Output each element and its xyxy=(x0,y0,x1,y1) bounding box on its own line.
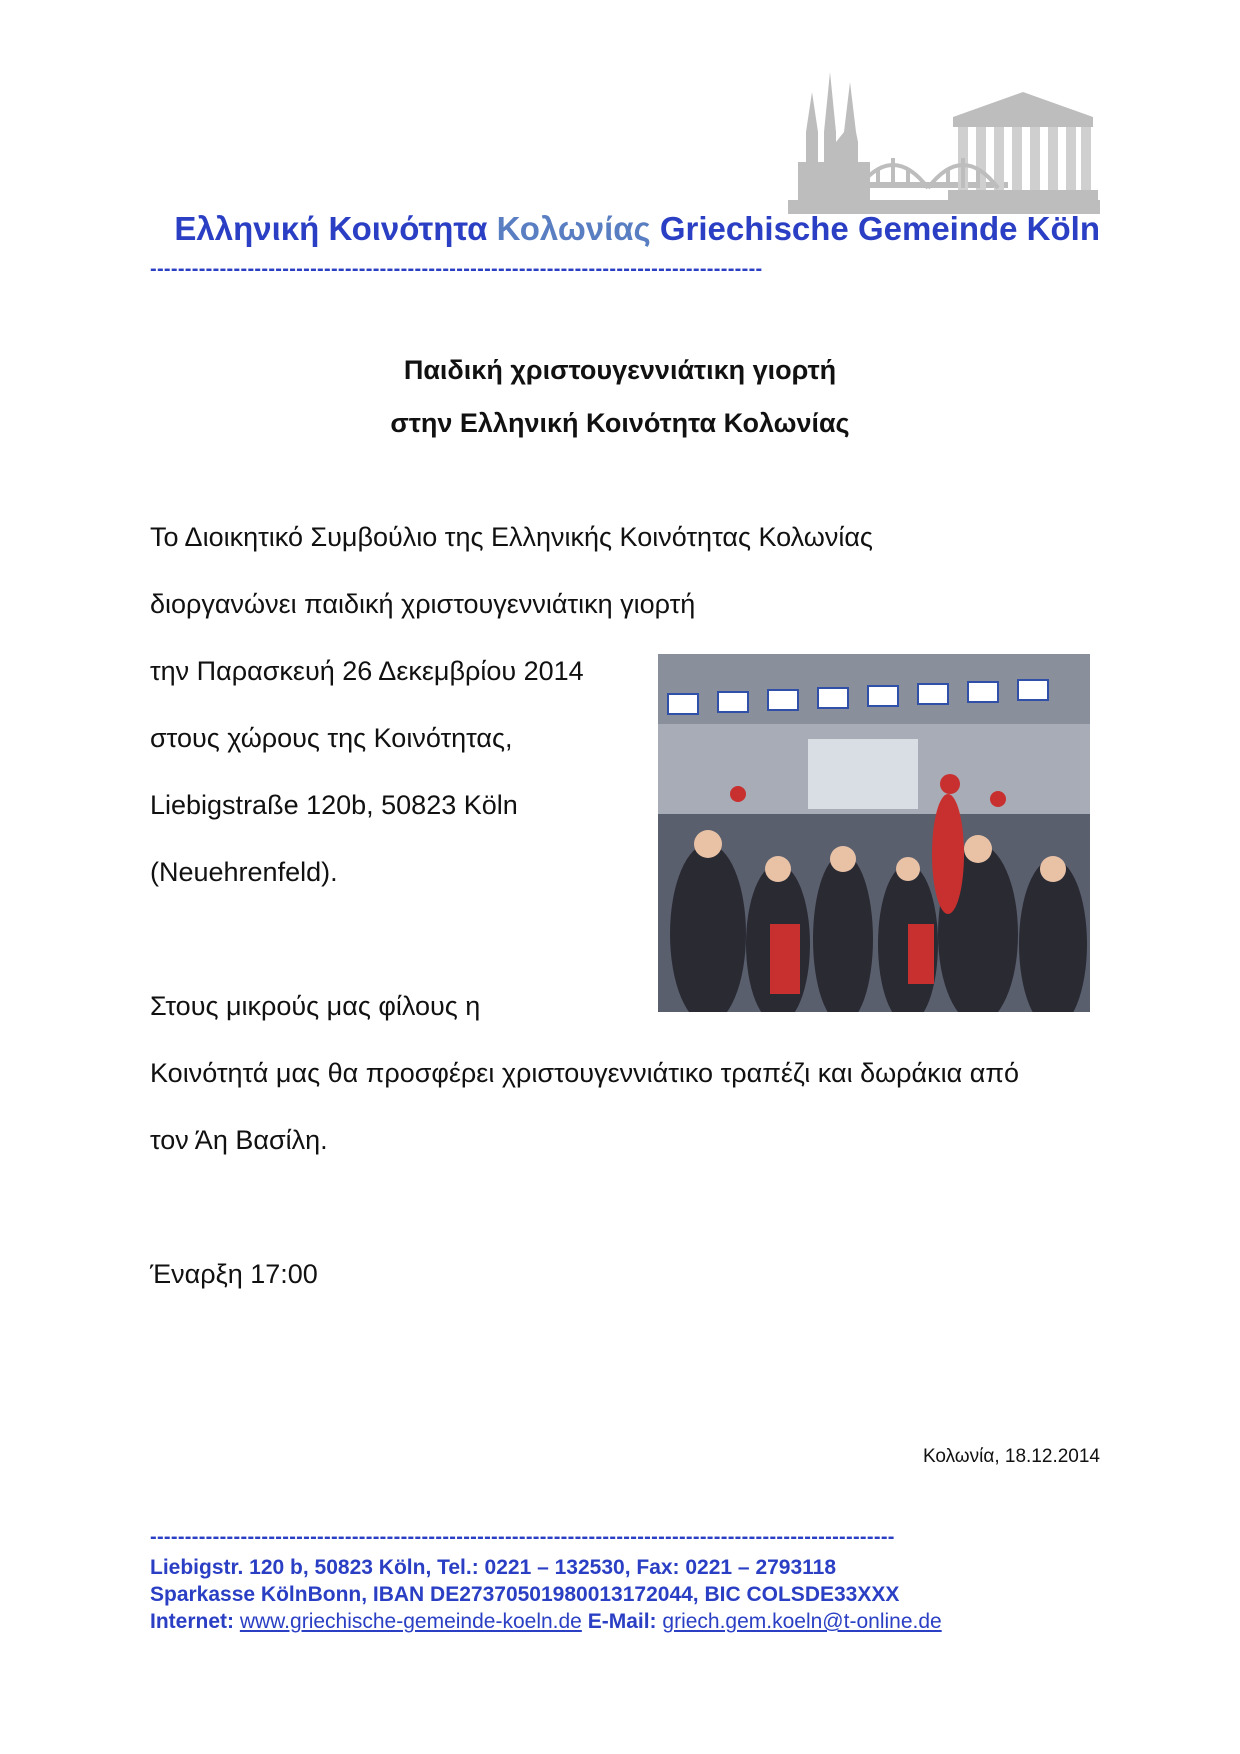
event-title-line-1: Παιδική χριστουγεννιάτικη γιορτή xyxy=(403,355,837,385)
body-line-district: (Neuehrenfeld). xyxy=(150,857,338,887)
body-line-date: την Παρασκευή 26 Δεκεμβρίου 2014 xyxy=(150,656,584,686)
footer-bank: Sparkasse KölnBonn, IBAN DE27370501980013172044, BIC COLSDE33XXX xyxy=(150,1583,900,1606)
header-divider: ---------------------------------------------------------------------------------------- xyxy=(150,258,763,280)
website-link[interactable]: www.griechische-gemeinde-koeln.de xyxy=(239,1610,582,1633)
body-line-venue: στους χώρους της Κοινότητας, xyxy=(150,723,513,753)
footer-divider: ----------------------------------------------------------------------------------------------------------- xyxy=(150,1526,895,1548)
header-title-greek: Ελληνική Κοινότητα xyxy=(174,210,488,247)
footer-contact xyxy=(150,1610,942,1634)
community-logo xyxy=(788,72,1100,214)
email-label: E-Mail: xyxy=(587,1610,657,1633)
event-title-line-2: στην Ελληνική Κοινότητα Κολωνίας xyxy=(390,408,850,438)
body-line-1: Το Διοικητικό Συμβούλιο της Ελληνικής Κοινότητας Κολωνίας xyxy=(150,522,873,552)
email-link[interactable]: griech.gem.koeln@t-online.de xyxy=(662,1610,942,1633)
body-line-8: Κοινότητά μας θα προσφέρει χριστουγεννιάτικο τραπέζι και δωράκια από xyxy=(150,1058,1020,1088)
header-title xyxy=(150,210,1100,248)
footer-address: Liebigstr. 120 b, 50823 Köln, Tel.: 0221 – 132530, Fax: 0221 – 2793118 xyxy=(150,1556,837,1579)
body-line-9: τον Άη Βασίλη. xyxy=(150,1125,328,1155)
header-title-city: Κολωνίας xyxy=(496,210,651,247)
header-title-german: Griechische Gemeinde Köln xyxy=(659,210,1100,247)
start-time: Έναρξη 17:00 xyxy=(150,1259,318,1289)
body-line-2: διοργανώνει παιδική χριστουγεννιάτικη γιορτή xyxy=(150,589,696,619)
internet-label: Internet: xyxy=(150,1610,234,1633)
party-photo xyxy=(658,654,1090,1012)
date-line: Κολωνία, 18.12.2014 xyxy=(922,1446,1100,1467)
body-line-7: Στους μικρούς μας φίλους η xyxy=(150,991,481,1021)
body-line-address: Liebigstraße 120b, 50823 Köln xyxy=(150,790,518,820)
